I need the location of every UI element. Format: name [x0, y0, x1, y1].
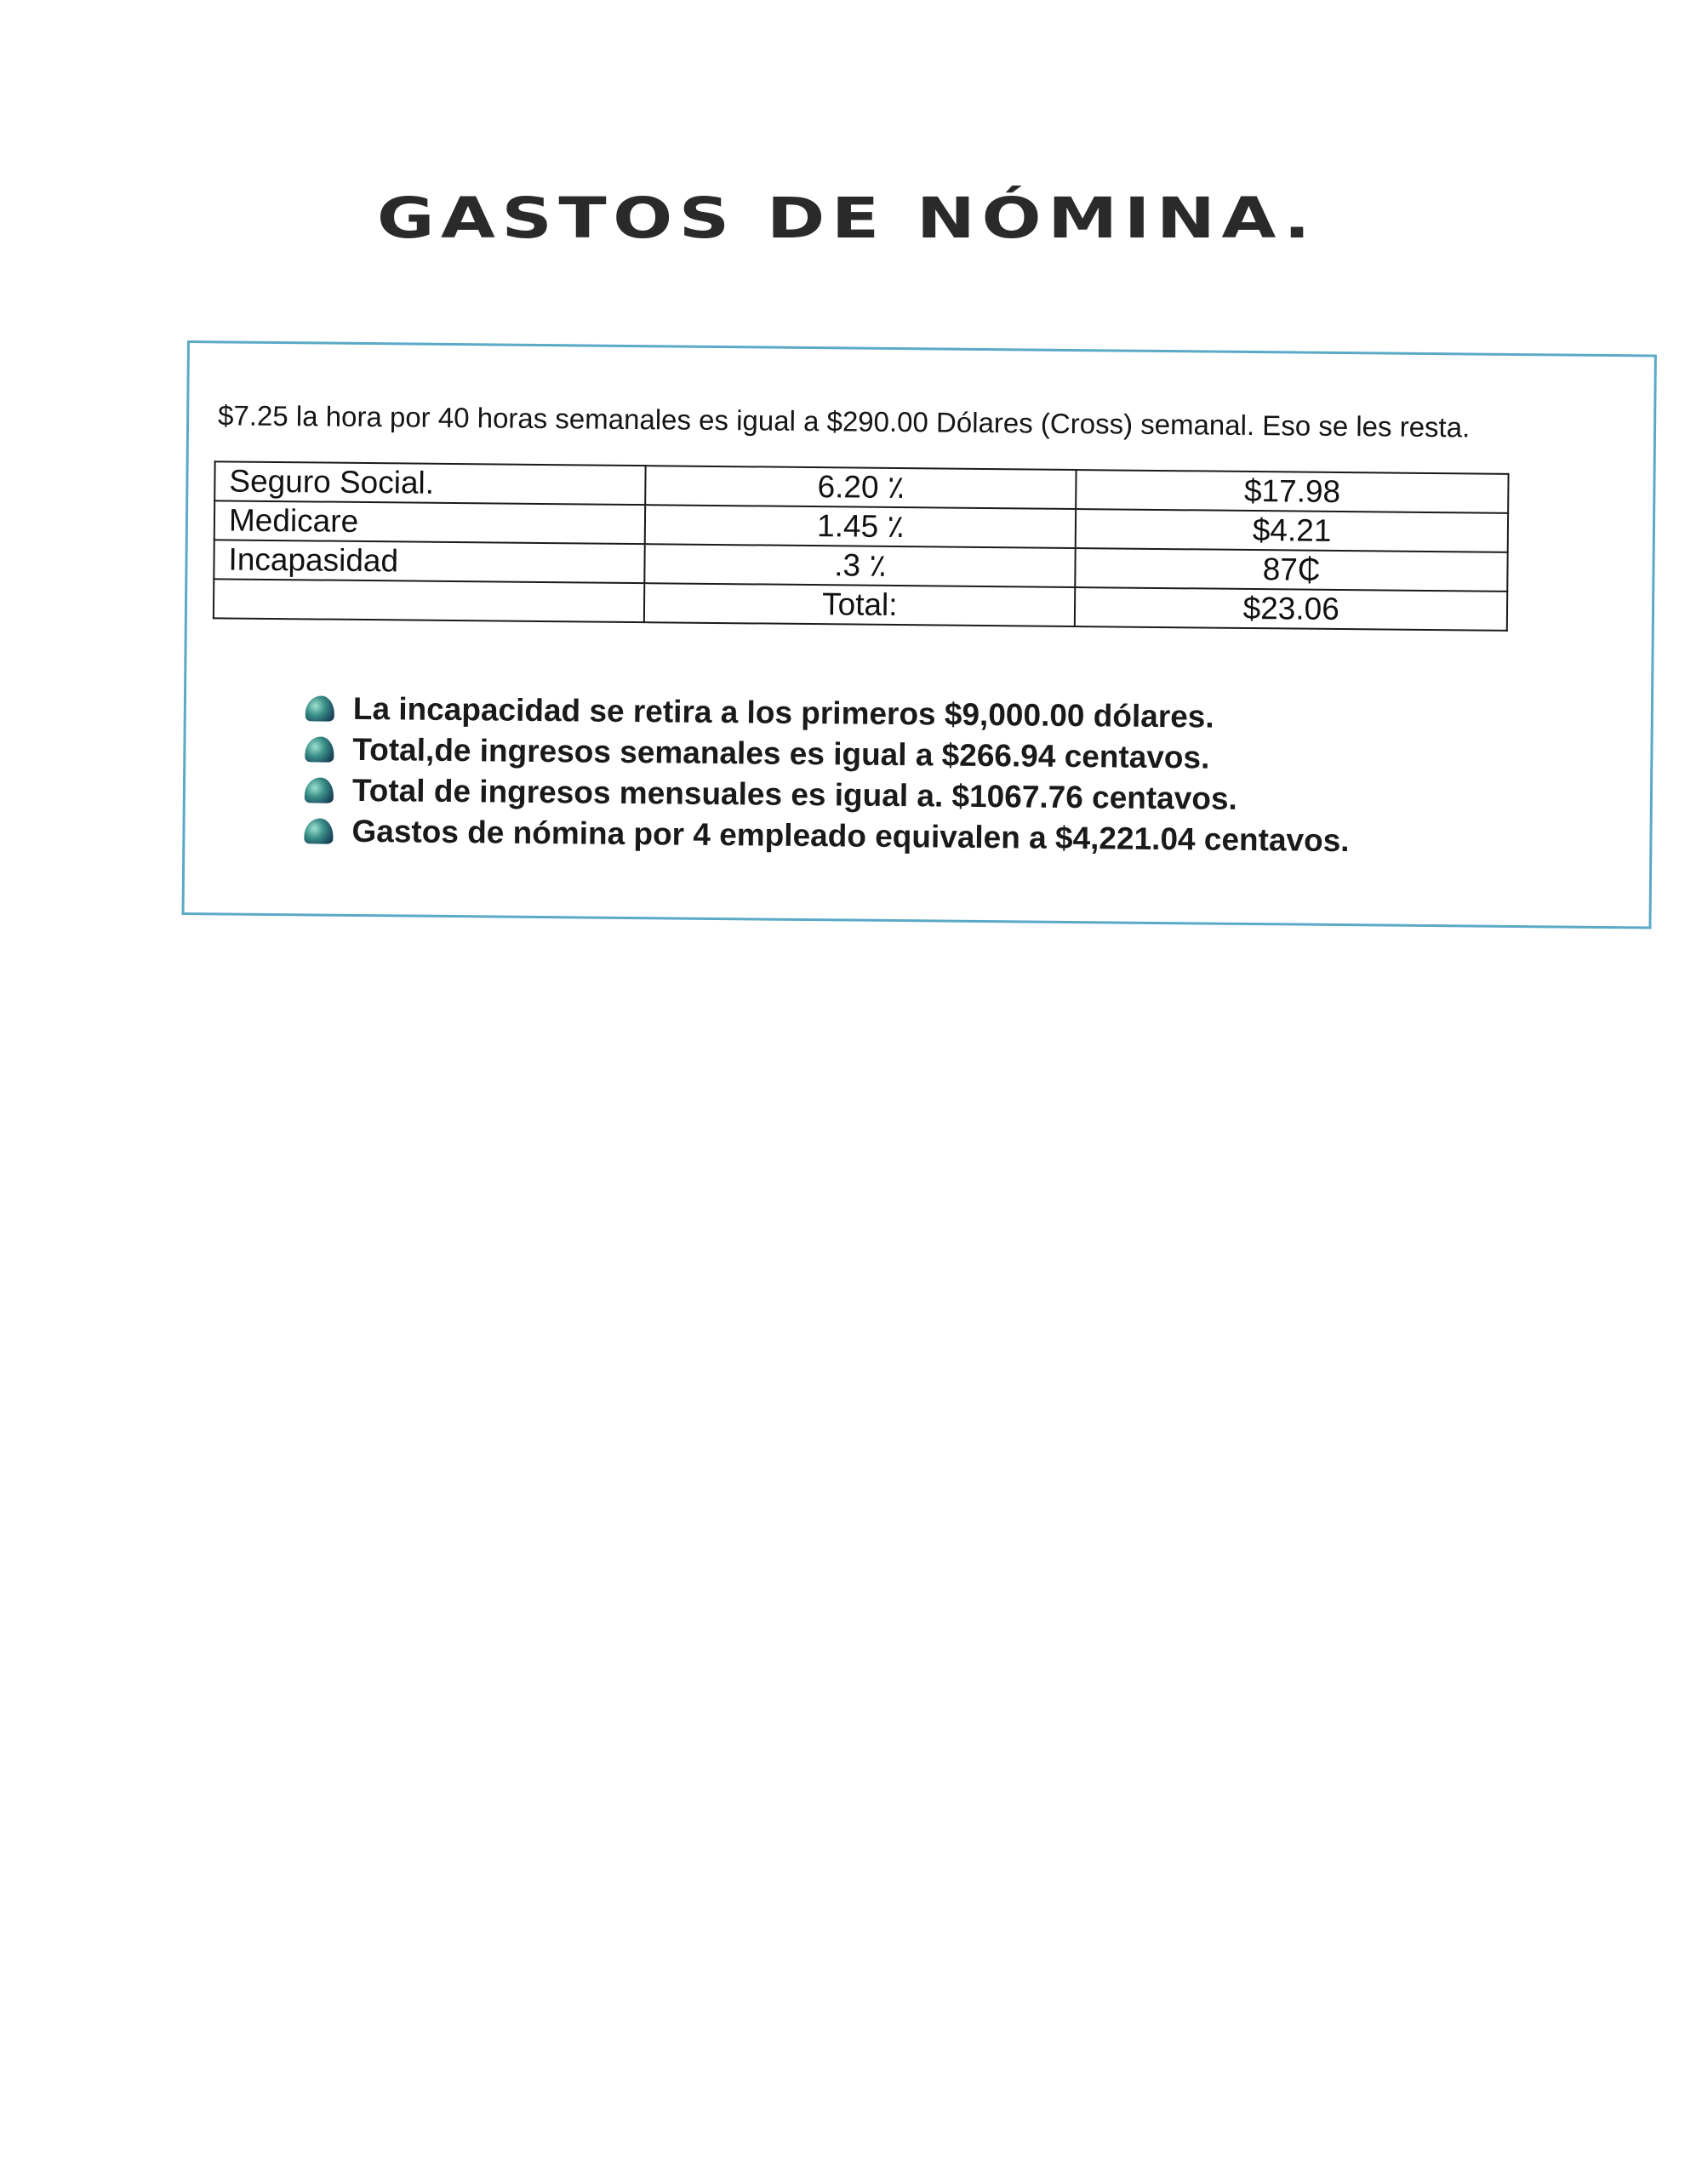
total-label: Total: [644, 583, 1076, 626]
globe-bullet-icon [305, 777, 334, 803]
total-amount: $23.06 [1075, 587, 1507, 631]
notes-list [304, 688, 1351, 861]
row-label [214, 579, 645, 622]
intro-text: $7.25 la hora por 40 horas semanales es igual a $290.00 Dólares (Cross) semanal. Eso se les resta. [217, 399, 1471, 443]
row-amount: $4.21 [1076, 509, 1508, 552]
row-rate: 6.20 ٪ [645, 466, 1077, 509]
deductions-table [213, 460, 1510, 632]
globe-bullet-icon [304, 818, 333, 843]
row-rate: .3 ٪ [644, 544, 1076, 587]
globe-bullet-icon [306, 695, 334, 721]
row-amount: 87₵ [1076, 548, 1508, 592]
note-text: La incapacidad se retira a los primeros $9,000.00 dólares. [352, 690, 1214, 735]
note-text: Total,de ingresos semanales es igual a $266.94 centavos. [352, 731, 1210, 775]
row-label: Seguro Social. [214, 461, 646, 505]
row-label: Medicare [214, 500, 646, 544]
row-label: Incapasidad [214, 540, 645, 583]
row-amount: $17.98 [1077, 470, 1509, 513]
globe-bullet-icon [305, 736, 334, 762]
note-text: Total de ingresos mensuales es igual a. $1067.76 centavos. [351, 772, 1237, 816]
row-rate: 1.45 ٪ [645, 505, 1077, 548]
note-text: Gastos de nómina por 4 empleado equivalen a $4,221.04 centavos. [351, 813, 1350, 859]
page-title: GASTOS DE NÓMINA. [376, 186, 1317, 251]
payroll-box [182, 340, 1657, 929]
